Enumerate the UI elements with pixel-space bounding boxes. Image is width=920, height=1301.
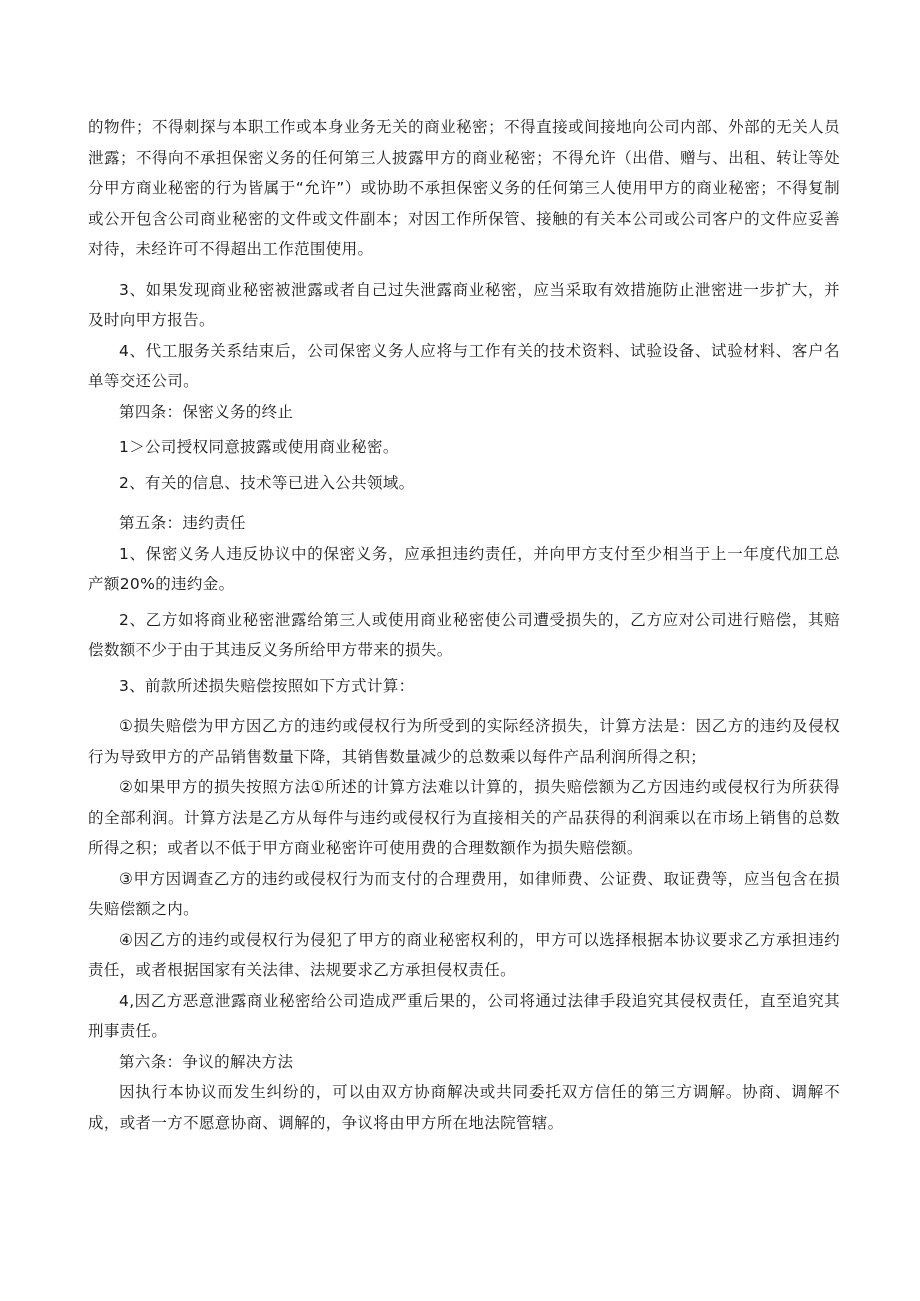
heading-article-4: 第四条：保密义务的终止: [119, 402, 294, 421]
paragraph-liability-4: 4,因乙方恶意泄露商业秘密给公司造成严重后果的，公司将通过法律手段追究其侵权责任，直至追究其刑事责任。: [88, 991, 840, 1040]
paragraph-calc-method-1: ①损失赔偿为甲方因乙方的违约或侵权行为所受到的实际经济损失，计算方法是：因乙方的违约及侵权行为导致甲方的产品销售数量下降，其销售数量减少的总数乘以每件产品利润所得之积；: [88, 717, 840, 766]
paragraph-calc-method-4: ④因乙方的违约或侵权行为侵犯了甲方的商业秘密权利的，甲方可以选择根据本协议要求乙方承担违约责任，或者根据国家有关法律、法规要求乙方承担侵权责任。: [88, 930, 840, 979]
heading-article-6: 第六条：争议的解决方法: [119, 1052, 294, 1071]
paragraph-confidentiality-obligations-continued: 的物件；不得刺探与本职工作或本身业务无关的商业秘密；不得直接或间接地向公司内部、外部的无关人员泄露；不得向不承担保密义务的任何第三人披露甲方的商业秘密；不得允许（出借、赠与、出租、转让等处分甲方商业秘密的行为皆属于“允许”）或协助不承担保密义务的任何第三人使用甲方的商业秘密；不得复制或公开包含公司商业秘密的文件或文件副本；对因工作所保管、接触的有关本公司或公司客户的文件应妥善对待，未经许可不得超出工作范围使用。: [88, 118, 840, 258]
paragraph-clause-4-return-materials: 4、代工服务关系结束后，公司保密义务人应将与工作有关的技术资料、试验设备、试验材料、客户名单等交还公司。: [88, 341, 840, 390]
paragraph-termination-2: 2、有关的信息、技术等已进入公共领域。: [119, 473, 415, 492]
paragraph-liability-2: 2、乙方如将商业秘密泄露给第三人或使用商业秘密使公司遭受损失的，乙方应对公司进行赔偿，其赔偿数额不少于由于其违反义务所给甲方带来的损失。: [88, 610, 840, 659]
paragraph-calc-method-3: ③甲方因调查乙方的违约或侵权行为而支付的合理费用，如律师费、公证费、取证费等，应当包含在损失赔偿额之内。: [88, 869, 840, 918]
document-body: [88, 112, 840, 1138]
paragraph-liability-1: 1、保密义务人违反协议中的保密义务，应承担违约责任，并向甲方支付至少相当于上一年度代加工总产额20%的违约金。: [88, 544, 840, 593]
paragraph-liability-3: 3、前款所述损失赔偿按照如下方式计算：: [119, 676, 415, 695]
heading-article-5: 第五条：违约责任: [119, 514, 246, 532]
paragraph-clause-3-leak-report: 3、如果发现商业秘密被泄露或者自己过失泄露商业秘密，应当采取有效措施防止泄密进一步扩大，并及时向甲方报告。: [88, 280, 840, 329]
paragraph-calc-method-2: ②如果甲方的损失按照方法①所述的计算方法难以计算的，损失赔偿额为乙方因违约或侵权行为所获得的全部利润。计算方法是乙方从每件与违约或侵权行为直接相关的产品获得的利润乘以在市场上销售的总数所得之积；或者以不低于甲方商业秘密许可使用费的合理数额作为损失赔偿额。: [88, 778, 840, 857]
paragraph-termination-1: 1＞公司授权同意披露或使用商业秘密。: [119, 438, 399, 456]
paragraph-dispute-resolution: 因执行本协议而发生纠纷的，可以由双方协商解决或共同委托双方信任的第三方调解。协商、调解不成，或者一方不愿意协商、调解的，争议将由甲方所在地法院管辖。: [88, 1083, 840, 1132]
